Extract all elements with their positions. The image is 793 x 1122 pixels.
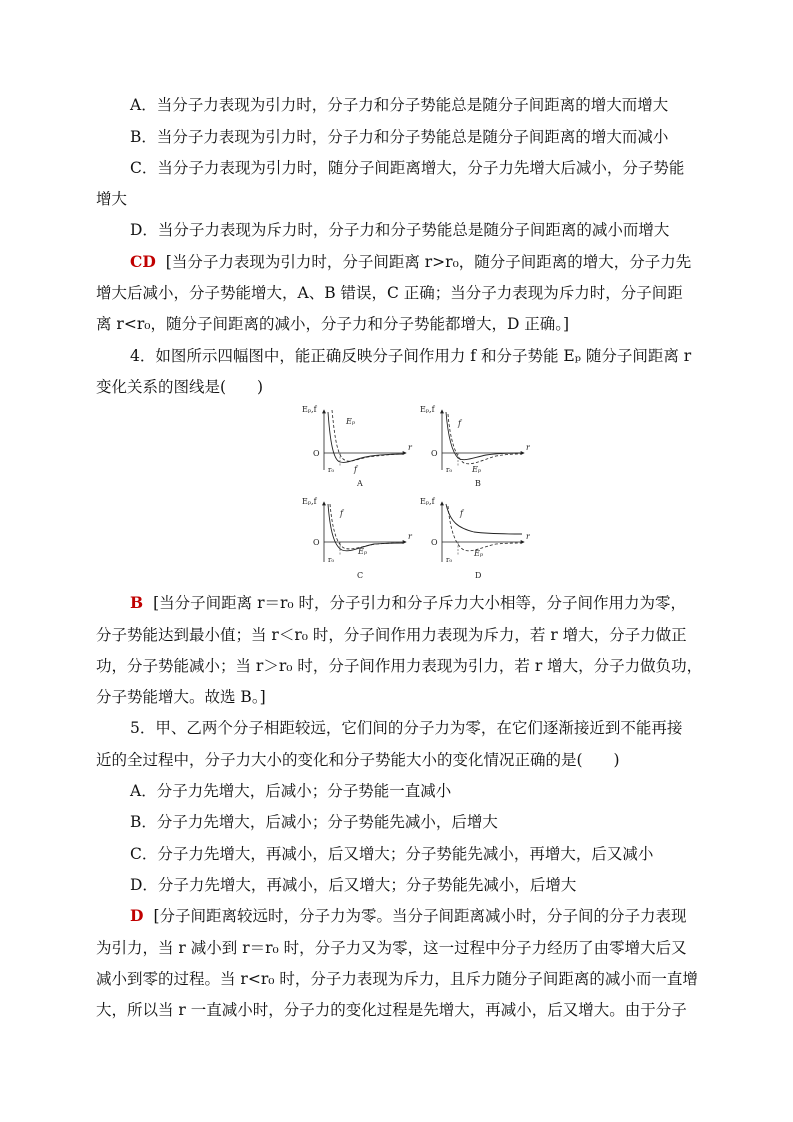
q4-explanation-line-1: B [当分子间距离 r＝r₀ 时，分子引力和分子斥力大小相等，分子间作用力为零， [130, 593, 687, 612]
graph-panel-a [302, 405, 413, 488]
svg-text:r₀: r₀ [446, 466, 453, 474]
q5-stem-line-2: 近的全过程中，分子力大小的变化和分子势能大小的变化情况正确的是( ) [96, 751, 620, 769]
q4-stem-line-2: 变化关系的图线是( ) [96, 378, 264, 396]
svg-text:f: f [354, 465, 357, 474]
svg-text:f: f [458, 419, 461, 428]
q3-option-c: C．当分子力表现为引力时，随分子间距离增大，分子力先增大后减小，分子势能 [130, 159, 685, 177]
q3-explanation-line-2: 增大后减小，分子势能增大，A、B 错误，C 正确；当分子力表现为斥力时，分子间距 [96, 284, 683, 302]
q4-answer: B [130, 593, 144, 612]
q5-option-a: A．分子力先增大，后减小；分子势能一直减小 [130, 782, 452, 800]
q3-option-a: A．当分子力表现为引力时，分子力和分子势能总是随分子间距离的增大而增大 [130, 96, 669, 114]
svg-text:r: r [408, 443, 412, 452]
curve-f [446, 504, 522, 534]
panel-label-d: D [475, 571, 482, 580]
q4-figure [296, 400, 530, 582]
svg-text:O: O [313, 449, 320, 458]
svg-text:r: r [526, 532, 530, 541]
q3-answer: CD [130, 252, 156, 271]
svg-text:Eₚ,f: Eₚ,f [420, 497, 435, 506]
q5-option-c: C．分子力先增大，再减小，后又增大；分子势能先减小，再增大，后又减小 [130, 845, 654, 863]
svg-text:r₀: r₀ [328, 466, 335, 474]
q3-option-d: D．当分子力表现为斥力时，分子力和分子势能总是随分子间距离的减小而增大 [130, 221, 670, 239]
panel-label-c: C [357, 571, 364, 580]
graph-panel-c [302, 497, 413, 580]
svg-text:O: O [431, 449, 438, 458]
q3-explanation-line-1: CD [当分子力表现为引力时，分子间距离 r>r₀，随分子间距离的增大，分子力先 [130, 252, 692, 271]
q4-explanation-line-4: 分子势能增大。故选 B。] [96, 688, 266, 706]
q5-explanation-line-3: 减小到零的过程。当 r<r₀ 时，分子力表现为斥力，且斥力随分子间距离的减小而一直增 [96, 970, 698, 988]
q5-explanation-line-1: D [分子间距离较远时，分子力为零。当分子间距离减小时，分子间的分子力表现 [130, 906, 687, 925]
panel-label-b: B [475, 479, 481, 488]
q3-explanation-line-3: 离 r<r₀，随分子间距离的减小，分子力和分子势能都增大，D 正确。] [96, 315, 570, 333]
q4-explanation-line-2: 分子势能达到最小值；当 r＜r₀ 时，分子间作用力表现为斥力，若 r 增大，分子力做正 [96, 626, 687, 644]
curve-ep [332, 410, 404, 461]
q5-explanation-line-4: 大，所以当 r 一直减小时，分子力的变化过程是先增大，再减小，后又增大。由于分子 [96, 1001, 687, 1019]
svg-text:Eₚ,f: Eₚ,f [302, 405, 317, 414]
q3-option-b: B．当分子力表现为引力时，分子力和分子势能总是随分子间距离的增大而减小 [130, 128, 669, 146]
svg-text:O: O [431, 538, 438, 547]
q4-stem-line-1: 4．如图所示四幅图中，能正确反映分子间作用力 f 和分子势能 Eₚ 随分子间距离 r [130, 347, 692, 365]
svg-text:r₀: r₀ [328, 556, 335, 564]
svg-text:Eₚ,f: Eₚ,f [302, 497, 317, 506]
svg-text:Eₚ: Eₚ [358, 547, 368, 556]
svg-text:r: r [408, 532, 412, 541]
q5-answer: D [130, 906, 144, 925]
svg-text:f: f [340, 509, 343, 518]
panel-label-a: A [357, 479, 363, 488]
q4-explanation-line-3: 功，分子势能减小；当 r＞r₀ 时，分子间作用力表现为引力，若 r 增大，分子力做负功， [96, 657, 703, 675]
q5-option-b: B．分子力先增大，后减小；分子势能先减小，后增大 [130, 813, 498, 831]
svg-text:r₀: r₀ [446, 556, 453, 564]
q3-option-c-cont: 增大 [96, 190, 128, 208]
svg-text:f: f [460, 509, 463, 518]
graph-panel-b [420, 405, 530, 488]
svg-text:r: r [526, 443, 530, 452]
q5-stem-line-1: 5．甲、乙两个分子相距较远，它们间的分子力为零，在它们逐渐接近到不能再接 [130, 719, 683, 737]
svg-text:Eₚ: Eₚ [346, 417, 356, 426]
svg-text:O: O [313, 538, 320, 547]
q5-explanation-line-2: 为引力，当 r 减小到 r＝r₀ 时，分子力又为零，这一过程中分子力经历了由零增大后又 [96, 939, 687, 957]
svg-text:Eₚ: Eₚ [472, 465, 482, 474]
q5-option-d: D．分子力先增大，再减小，后又增大；分子势能先减小，后增大 [130, 876, 577, 894]
graph-panel-d [420, 497, 530, 580]
svg-text:Eₚ,f: Eₚ,f [420, 405, 435, 414]
svg-text:Eₚ: Eₚ [474, 549, 484, 558]
